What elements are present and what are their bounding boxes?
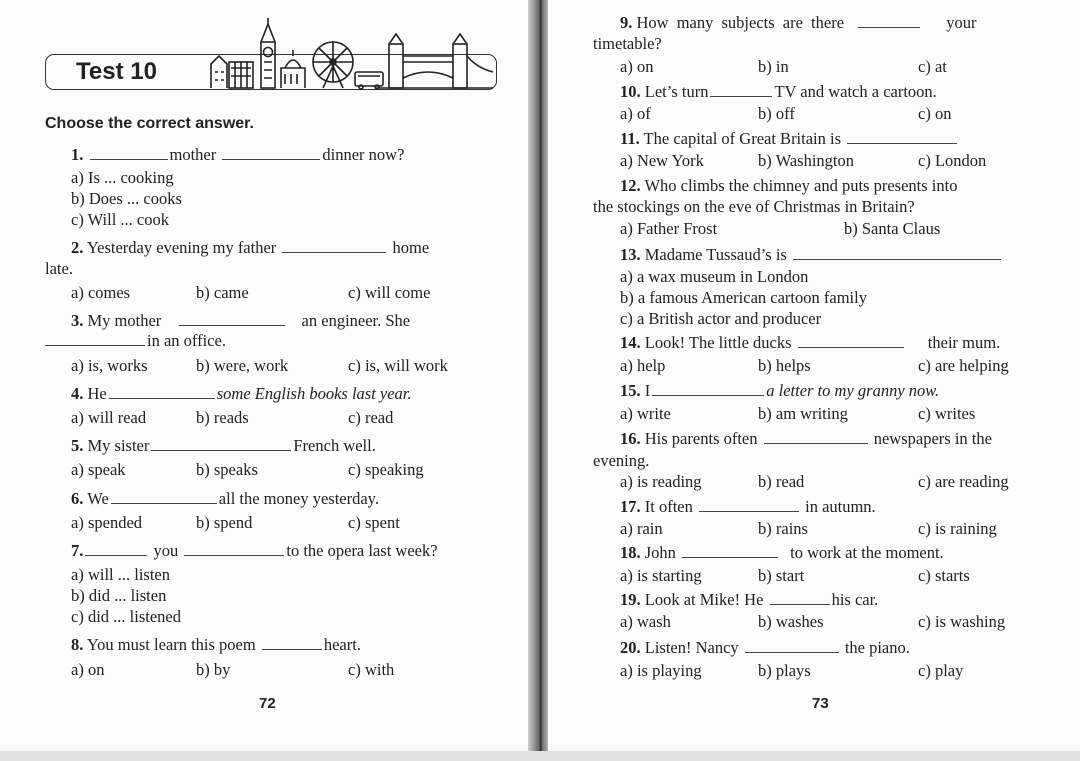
- answer-blank[interactable]: [858, 13, 920, 28]
- option-b[interactable]: b) came: [196, 283, 249, 302]
- question-17: 17. It often in autumn.: [620, 497, 876, 516]
- option-c[interactable]: c) starts: [918, 566, 970, 585]
- question-5: 5. My sister French well.: [71, 436, 376, 455]
- option-a[interactable]: a) write: [620, 404, 671, 423]
- option-a[interactable]: a) wash: [620, 612, 671, 631]
- option-b[interactable]: b) Washington: [758, 151, 854, 170]
- london-skyline-icon: [205, 16, 495, 90]
- option-c[interactable]: c) London: [918, 151, 987, 170]
- option-c[interactable]: c) a British actor and producer: [620, 309, 822, 328]
- question-3: 3. My mother an engineer. She: [71, 311, 411, 330]
- option-c[interactable]: c) will come: [348, 283, 431, 302]
- option-b[interactable]: b) helps: [758, 356, 811, 375]
- answer-blank[interactable]: [262, 635, 322, 650]
- option-a[interactable]: a) rain: [620, 519, 663, 538]
- question-3-continued: in an office.: [45, 331, 226, 351]
- option-a[interactable]: a) a wax museum in London: [620, 267, 809, 286]
- question-6: 6. We all the money yesterday.: [71, 489, 379, 508]
- left-page: [0, 0, 536, 751]
- question-11: 11. The capital of Great Britain is: [620, 129, 959, 149]
- option-b[interactable]: b) Does ... cooks: [71, 189, 182, 208]
- question-8: 8. You must learn this poem heart.: [71, 635, 361, 654]
- option-a[interactable]: a) on: [620, 57, 654, 76]
- answer-blank[interactable]: [90, 145, 168, 160]
- question-19: 19. Look at Mike! He his car.: [620, 590, 879, 609]
- question-13: 13. Madame Tussaud’s is: [620, 245, 1003, 265]
- option-c[interactable]: c) is, will work: [348, 356, 448, 375]
- bottom-strip: [0, 751, 1080, 761]
- test-title: Test 10: [76, 58, 157, 85]
- option-b[interactable]: b) Santa Claus: [844, 219, 941, 238]
- option-c[interactable]: c) play: [918, 661, 964, 680]
- option-c[interactable]: c) with: [348, 660, 395, 679]
- answer-blank[interactable]: [764, 429, 868, 444]
- option-b[interactable]: b) rains: [758, 519, 808, 538]
- question-20: 20. Listen! Nancy the piano.: [620, 638, 910, 657]
- answer-blank[interactable]: [798, 333, 904, 348]
- question-18: 18. John to work at the moment.: [620, 543, 944, 562]
- option-c[interactable]: c) is raining: [918, 519, 997, 538]
- option-c[interactable]: c) did ... listened: [71, 607, 181, 626]
- option-b[interactable]: b) a famous American cartoon family: [620, 288, 867, 307]
- question-2: 2. Yesterday evening my father home: [71, 238, 430, 257]
- option-c[interactable]: c) are reading: [918, 472, 1009, 491]
- option-a[interactable]: a) of: [620, 104, 651, 123]
- answer-blank[interactable]: [699, 497, 799, 512]
- option-b[interactable]: b) am writing: [758, 404, 848, 423]
- question-4: 4. He some English books last year.: [71, 384, 412, 403]
- question-1: 1. mother dinner now?: [71, 145, 405, 164]
- question-2-continued: late.: [45, 259, 73, 278]
- option-a[interactable]: a) New York: [620, 151, 704, 170]
- answer-blank[interactable]: [652, 381, 764, 396]
- question-9: 9. How many subjects are there your: [620, 13, 977, 32]
- option-a[interactable]: a) will read: [71, 408, 147, 427]
- answer-blank[interactable]: [770, 590, 830, 605]
- option-a[interactable]: a) Is ... cooking: [71, 168, 174, 187]
- question-12-continued: the stockings on the eve of Christmas in Britain?: [593, 197, 915, 216]
- option-a[interactable]: a) is playing: [620, 661, 702, 680]
- question-9-continued: timetable?: [593, 34, 662, 53]
- option-a[interactable]: a) spended: [71, 513, 143, 532]
- option-a[interactable]: a) Father Frost: [620, 219, 718, 238]
- answer-blank[interactable]: [184, 541, 284, 556]
- question-15: 15. I a letter to my granny now.: [620, 381, 940, 400]
- option-c[interactable]: c) read: [348, 408, 394, 427]
- option-c[interactable]: c) spent: [348, 513, 400, 532]
- option-b[interactable]: b) reads: [196, 408, 249, 427]
- option-c[interactable]: c) speaking: [348, 460, 424, 479]
- option-c[interactable]: c) writes: [918, 404, 976, 423]
- answer-blank[interactable]: [282, 238, 386, 253]
- option-a[interactable]: a) on: [71, 660, 105, 679]
- option-b[interactable]: b) were, work: [196, 356, 289, 375]
- option-c[interactable]: c) on: [918, 104, 952, 123]
- option-b[interactable]: b) speaks: [196, 460, 258, 479]
- option-b[interactable]: b) off: [758, 104, 795, 123]
- option-b[interactable]: b) spend: [196, 513, 253, 532]
- answer-blank[interactable]: [793, 245, 1001, 260]
- question-16: 16. His parents often newspapers in the: [620, 429, 992, 448]
- option-a[interactable]: a) is reading: [620, 472, 702, 491]
- option-c[interactable]: c) at: [918, 57, 947, 76]
- question-7: 7. you to the opera last week?: [71, 541, 438, 560]
- answer-blank[interactable]: [85, 541, 147, 556]
- answer-blank[interactable]: [222, 145, 320, 160]
- instruction-text: Choose the correct answer.: [45, 115, 254, 132]
- answer-blank[interactable]: [179, 311, 285, 326]
- answer-blank[interactable]: [45, 331, 145, 346]
- answer-blank[interactable]: [151, 436, 291, 451]
- option-b[interactable]: b) in: [758, 57, 789, 76]
- option-a[interactable]: a) is, works: [71, 356, 148, 375]
- option-c[interactable]: c) is washing: [918, 612, 1006, 631]
- right-page: [548, 0, 1080, 751]
- option-b[interactable]: b) did ... listen: [71, 586, 167, 605]
- answer-blank[interactable]: [745, 638, 839, 653]
- option-a[interactable]: a) will ... listen: [71, 565, 170, 584]
- option-b[interactable]: b) plays: [758, 661, 811, 680]
- option-a[interactable]: a) speak: [71, 460, 126, 479]
- page-number: 72: [259, 695, 276, 712]
- option-b[interactable]: b) washes: [758, 612, 824, 631]
- question-14: 14. Look! The little ducks their mum.: [620, 333, 1001, 352]
- option-b[interactable]: b) by: [196, 660, 231, 679]
- answer-blank[interactable]: [109, 384, 215, 399]
- option-b[interactable]: b) start: [758, 566, 805, 585]
- option-c[interactable]: c) Will ... cook: [71, 210, 170, 229]
- option-a[interactable]: a) is starting: [620, 566, 702, 585]
- question-16-continued: evening.: [593, 451, 650, 470]
- option-a[interactable]: a) help: [620, 356, 666, 375]
- answer-blank[interactable]: [847, 129, 957, 144]
- option-b[interactable]: b) read: [758, 472, 805, 491]
- option-c[interactable]: c) are helping: [918, 356, 1009, 375]
- option-a[interactable]: a) comes: [71, 283, 131, 302]
- answer-blank[interactable]: [111, 489, 217, 504]
- answer-blank[interactable]: [682, 543, 778, 558]
- answer-blank[interactable]: [710, 82, 772, 97]
- page-number: 73: [812, 695, 829, 712]
- question-10: 10. Let’s turn TV and watch a cartoon.: [620, 82, 937, 101]
- question-12: 12. Who climbs the chimney and puts presents into: [620, 176, 958, 195]
